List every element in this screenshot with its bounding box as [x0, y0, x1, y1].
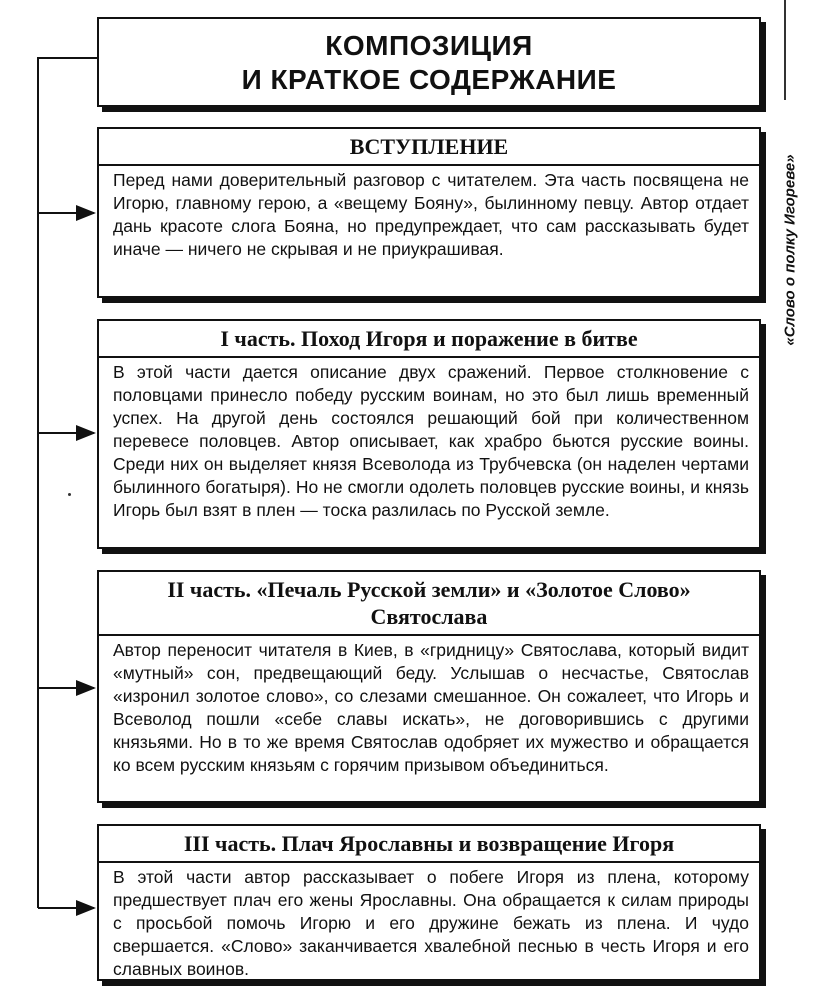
section-part-1	[97, 319, 761, 549]
section-text: В этой части автор рассказывает о побеге Игоря из плена, которому предшествует плач его жены Ярославны. Она обращается к силам природы с просьбой помочь Игорю и его дружине бежать из плена. И чудо свершается. «Слово» заканчивается хвалебной песнью в честь Игоря и его славных воинов.	[113, 867, 749, 979]
section-part-2	[97, 570, 761, 803]
margin-rule	[784, 0, 786, 100]
section-text: Автор переносит читателя в Киев, в «гридницу» Святослава, который видит «мутный» сон, предвещающий беду. Услышав о несчастье, Святослав «изронил золотое слово», со слезами смешанное. Он сожалеет, что Игорь и Всеволод пошли «себе славы искать», не договорившись с другими князьями. Но в то же время Святослав одобряет их мужество и обращается ко всем русским князьям с горячим призывом объединиться.	[113, 640, 749, 775]
section-heading: III часть. Плач Ярославны и возвращение Игоря	[99, 826, 759, 863]
title-line-2: И КРАТКОЕ СОДЕРЖАНИЕ	[241, 64, 617, 95]
title-line-1: КОМПОЗИЦИЯ	[325, 30, 533, 61]
section-heading: I часть. Поход Игоря и поражение в битве	[99, 321, 759, 358]
section-heading: II часть. «Печаль Русской земли» и «Золотое Слово» Святослава	[99, 572, 759, 636]
section-text: Перед нами доверительный разговор с читателем. Эта часть посвящена не Игорю, главному герою, а «вещему Бояну», былинному певцу. Автор отдает дань красоте слога Бояна, но предупреждает, что сам рассказывать будет иначе — ничего не скрывая и не приукрашивая.	[113, 170, 749, 259]
side-label: «Слово о полку Игореве»	[781, 154, 799, 346]
connector-trunk	[38, 58, 97, 908]
section-intro	[97, 127, 761, 298]
print-dot	[68, 493, 71, 496]
section-heading: ВСТУПЛЕНИЕ	[99, 129, 759, 166]
title-box	[97, 17, 761, 107]
section-text: В этой части дается описание двух сражений. Первое столкновение с половцами принесло победу русским воинам, но это был лишь временный успех. На другой день состоялся решающий бой при количественном перевесе половцев. Автор описывает, как храбро бьются русские воины. Среди них он выделяет князя Всеволода из Трубчевска (он наделен чертами былинного богатыря). Но не смогли одолеть половцев русские воины, и князь Игорь был взят в плен — тоска разлилась по Русской земле.	[113, 362, 749, 520]
section-part-3	[97, 824, 761, 981]
